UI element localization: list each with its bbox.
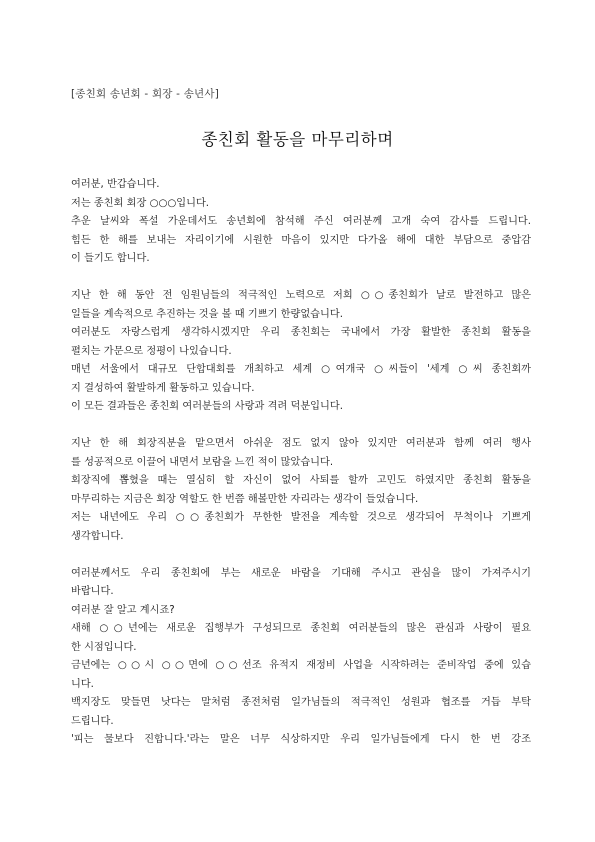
text-line: 여러분, 반갑습니다. [71, 179, 160, 190]
text-line: 여러분께서도 우리 종친회에 부는 새로운 바람을 기대해 주시고 관심을 많이 가져주시기 [71, 567, 531, 579]
text-line: 금년에는 ○○시 ○○면에 ○○선조 유적지 재정비 사업을 시작하려는 준비작업 중에 있습 [71, 660, 531, 671]
text-line: 백지장도 맞들면 낫다는 말처럼 종전처럼 일가님들의 적극적인 성원과 협조를 거듭 부탁 [71, 697, 531, 708]
text-line: 지 결성하여 활발하게 활동하고 있습니다. [71, 382, 255, 394]
page-title: 종친회 활동을 마무리하며 [201, 130, 394, 149]
text-line: 마무리하는 지금은 회장 역할도 한 번쯤 해볼만한 자리라는 생각이 들었습니다. [71, 493, 419, 505]
text-line: 이 모든 결과들은 종친회 여러분들의 사랑과 격려 덕분입니다. [71, 401, 343, 412]
text-line: 바랍니다. [71, 586, 114, 597]
text-line: 힘든 한 해를 보내는 자리이기에 시원한 마음이 있지만 다가올 해에 대한 부담으로 중압감 [71, 234, 531, 246]
text-line: 이 들기도 합니다. [71, 253, 150, 264]
paragraph [71, 435, 531, 546]
header-tag: [종친회 송년회 - 회장 - 송년사] [71, 88, 220, 100]
text-line: 지난 한 해 회장직분을 맡으면서 아쉬운 점도 없지 않아 있지만 여러분과 함께 여러 행사 [71, 438, 531, 449]
text-line: 생각합니다. [71, 530, 124, 542]
text-line: 여러분도 자랑스럽게 생각하시겠지만 우리 종친회는 국내에서 가장 활발한 종친회 활동을 [71, 327, 531, 338]
text-line: 를 성공적으로 이끌어 내면서 보람을 느낀 적이 많았습니다. [71, 456, 334, 468]
text-line: 지난 한 해 동안 전 임원님들의 적극적인 노력으로 저희 ○○종친회가 날로 발전하고 많은 [71, 290, 531, 301]
text-line: 추운 날씨와 폭설 가운데서도 송년회에 참석해 주신 여러분께 고개 숙여 감사를 드립니다. [71, 216, 531, 227]
text-line: 일들을 계속적으로 추진하는 것을 볼 때 기쁘기 한량없습니다. [71, 308, 343, 320]
paragraph [71, 176, 531, 269]
paragraph [71, 565, 531, 750]
text-line: 한 시점입니다. [71, 641, 137, 653]
text-line: 여러분 잘 알고 계시죠? [71, 604, 175, 616]
text-line: 저는 종친회 회장 ○○○입니다. [71, 197, 210, 209]
text-line: '피는 물보다 진합니다.'라는 말은 너무 식상하지만 우리 일가님들에게 다시 한 번 강조 [71, 734, 531, 745]
text-line: 니다. [71, 678, 94, 690]
text-line: 매년 서울에서 대규모 단합대회를 개최하고 세계 ○여개국 ○씨들이 '세계 ○씨 종친회까 [71, 364, 531, 375]
paragraph [71, 287, 531, 417]
document-body [71, 176, 531, 768]
text-line: 회장직에 뽑혔을 때는 열심히 할 자신이 없어 사퇴를 할까 고민도 하였지만 종친회 활동을 [71, 475, 531, 486]
text-line: 드립니다. [71, 715, 114, 727]
text-line: 저는 내년에도 우리 ○○종친회가 무한한 발전을 계속할 것으로 생각되어 무척이나 기쁘게 [71, 512, 531, 523]
text-line: 새해 ○○년에는 새로운 집행부가 구성되므로 종친회 여러분들의 많은 관심과 사랑이 필요 [71, 623, 531, 634]
text-line: 펼치는 가문으로 정평이 나있습니다. [71, 345, 232, 357]
